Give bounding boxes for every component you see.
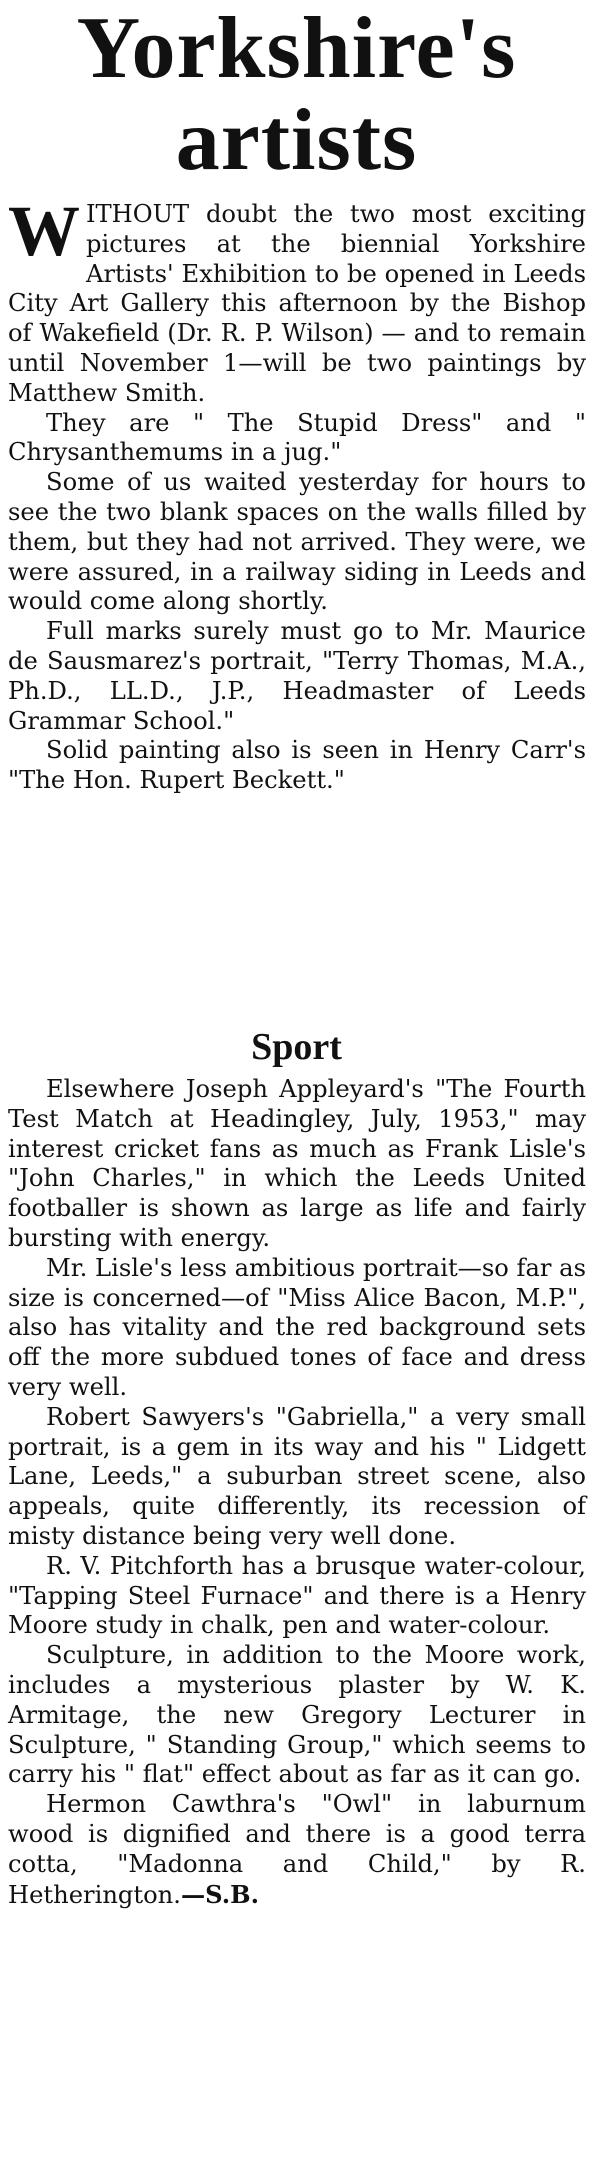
article-paragraph: Robert Sawyers's "Gabriella," a very small portrait, is a gem in its way and his " Lidgett Lane, Leeds," a suburban street scene, also appeals, quite differently, its recession of misty distance being very well done. <box>8 1402 586 1550</box>
headline-line-1: Yorkshire's <box>76 0 517 97</box>
article-paragraph: R. V. Pitchforth has a brusque water-colour, "Tapping Steel Furnace" and there is a Henry Moore study in chalk, pen and water-colour. <box>8 1551 586 1640</box>
article-paragraph: Mr. Lisle's less ambitious portrait—so far as size is concerned—of "Miss Alice Bacon, M.P.", also has vitality and the red background sets off the more subdued tones of face and dress very well. <box>8 1253 586 1401</box>
article-paragraph: Some of us waited yesterday for hours to see the two blank spaces on the walls filled by them, but they had not arrived. They were, we were assured, in a railway siding in Leeds and would come along shortly. <box>8 468 586 616</box>
article-paragraph: Solid painting also is seen in Henry Carr's "The Hon. Rupert Beckett." <box>8 736 586 795</box>
headline-line-2: artists <box>175 92 418 189</box>
paragraph-text: Hermon Cawthra's "Owl" in laburnum wood is dignified and there is a good terra cotta, "Madonna and Child," by R. Hetherington. <box>8 1790 586 1909</box>
article-body-part-2 <box>8 1075 586 1910</box>
article-paragraph <box>8 191 586 409</box>
article-paragraph: Elsewhere Joseph Appleyard's "The Fourth Test Match at Headingley, July, 1953," may interest cricket fans as much as Frank Lisle's "John Charles," in which the Leeds United footballer is shown as large as life and fairly bursting with energy. <box>8 1075 586 1252</box>
article-paragraph: Full marks surely must go to Mr. Maurice de Sausmarez's portrait, "Terry Thomas, M.A., Ph.D., LL.D., J.P., Headmaster of Leeds Grammar School." <box>8 617 586 735</box>
paragraph-text: ITHOUT doubt the two most exciting pictures at the biennial Yorkshire Artists' Exhibition to be opened in Leeds City Art Gallery this afternoon by the Bishop of Wakefield (Dr. R. P. Wilson) — and to remain until November 1—will be two paintings by Matthew Smith. <box>8 200 586 407</box>
section-subhead: Sport <box>251 1026 342 1068</box>
article-paragraph: Sculpture, in addition to the Moore work, includes a mysterious plaster by W. K. Armitage, the new Gregory Lecturer in Sculpture, " Standing Group," which seems to carry his " flat" effect about as far as it can go. <box>8 1641 586 1789</box>
article-paragraph: They are " The Stupid Dress" and " Chrysanthemums in a jug." <box>8 408 586 467</box>
article-body-part-1 <box>8 191 586 796</box>
byline: —S.B. <box>180 1879 260 1909</box>
article-paragraph-last <box>8 1790 586 1910</box>
drop-cap: W <box>8 191 80 271</box>
